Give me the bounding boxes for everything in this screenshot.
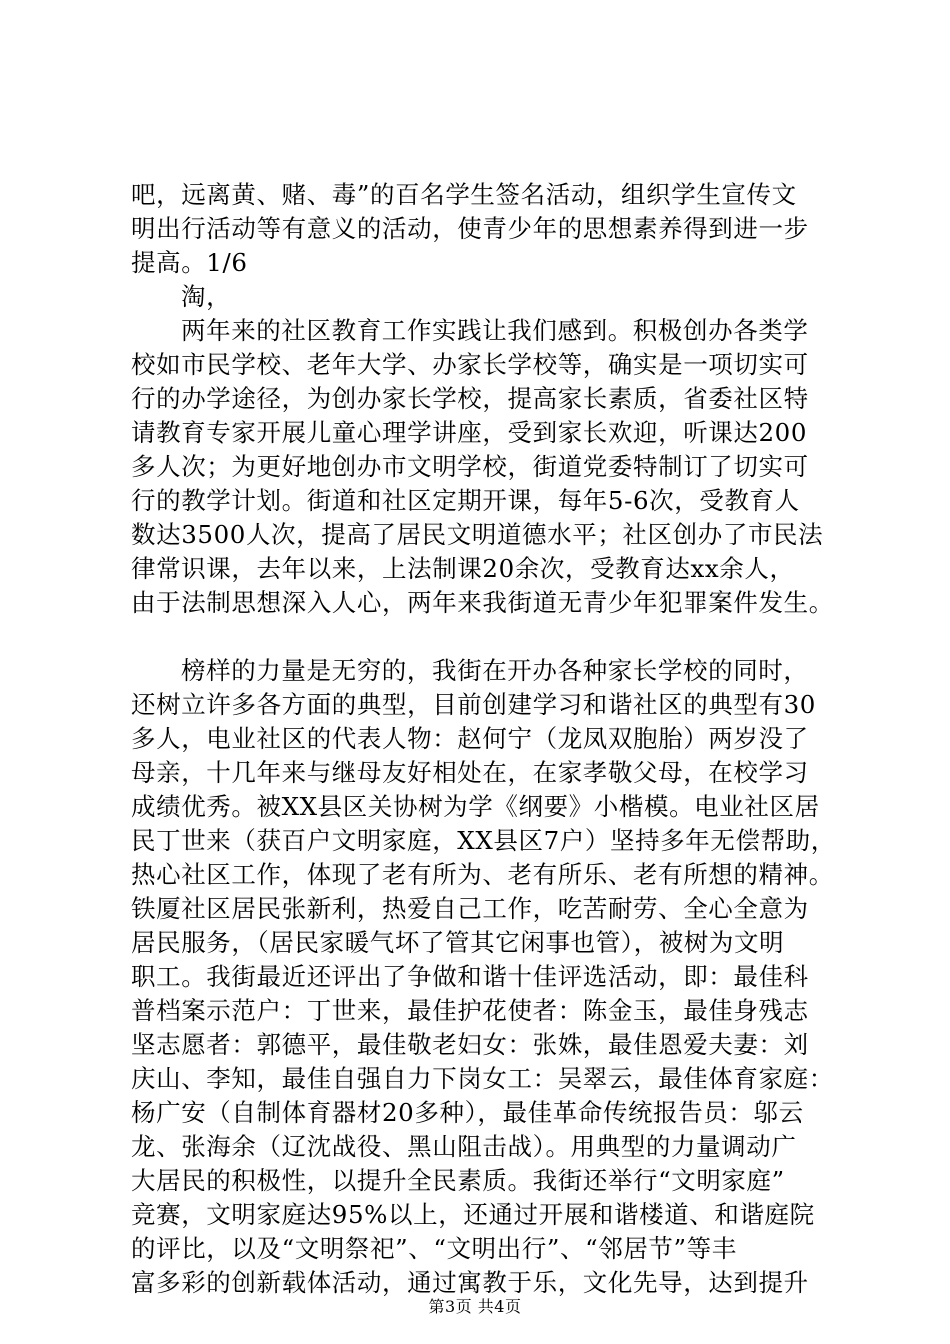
text-line: 庆山、李知，最佳自强自力下岗女工：吴翠云，最佳体育家庭：	[131, 1064, 834, 1093]
paragraph-start-line: 榜样的力量是无穷的，我街在开办各种家长学校的同时，	[181, 656, 809, 685]
text-line: 杨广安（自制体育器材20多种），最佳革命传统报告员：邬云	[131, 1098, 804, 1127]
text-line: 竞赛，文明家庭达95%以上，还通过开展和谐楼道、和谐庭院	[131, 1200, 815, 1229]
text-line: 成绩优秀。被XX县区关协树为学《纲要》小楷模。电业社区居	[131, 792, 820, 821]
text-line: 大居民的积极性，以提升全民素质。我街还举行“文明家庭”	[131, 1166, 785, 1195]
text-line: 职工。我街最近还评出了争做和谐十佳评选活动，即：最佳科	[131, 962, 809, 991]
text-line: 普档案示范户：丁世来，最佳护花使者：陈金玉，最佳身残志	[131, 996, 809, 1025]
text-line: 提高。1/6	[131, 248, 248, 277]
paragraph-start-line: 两年来的社区教育工作实践让我们感到。积极创办各类学	[181, 316, 809, 345]
text-line: 多人次；为更好地创办市文明学校，街道党委特制订了切实可	[131, 452, 809, 481]
text-line: 居民服务，（居民家暖气坏了管其它闲事也管），被树为文明	[131, 928, 785, 957]
text-line: 行的教学计划。街道和社区定期开课，每年5-6次，受教育人	[131, 486, 800, 515]
text-line: 坚志愿者：郭德平，最佳敬老妇女：张姝，最佳恩爱夫妻：刘	[131, 1030, 809, 1059]
text-line: 龙、张海余（辽沈战役、黑山阻击战）。用典型的力量调动广	[131, 1132, 797, 1161]
text-line: 母亲，十几年来与继母友好相处在，在家孝敬父母，在校学习	[131, 758, 809, 787]
text-line: 民丁世来（获百户文明家庭，XX县区7户）坚持多年无偿帮助，	[131, 826, 836, 855]
text-line: 还树立许多各方面的典型，目前创建学习和谐社区的典型有30	[131, 690, 816, 719]
text-line: 多人，电业社区的代表人物：赵何宁（龙凤双胞胎）两岁没了	[131, 724, 809, 753]
text-line: 淘，	[181, 282, 232, 311]
text-line: 热心社区工作，体现了老有所为、老有所乐、老有所想的精神。	[131, 860, 834, 889]
text-line: 校如市民学校、老年大学、办家长学校等，确实是一项切实可	[131, 350, 809, 379]
page-footer: 第3页 共4页	[428, 1297, 522, 1316]
text-line: 吧，远离黄、赌、毒”的百名学生签名活动，组织学生宣传文	[131, 180, 797, 209]
text-line: 行的办学途径，为创办家长学校，提高家长素质，省委社区特	[131, 384, 809, 413]
text-line: 由于法制思想深入人心，两年来我街道无青少年犯罪案件发生。	[131, 588, 834, 617]
text-line: 数达3500人次，提高了居民文明道德水平；社区创办了市民法	[131, 520, 824, 549]
text-line: 富多彩的创新载体活动，通过寓教于乐，文化先导，达到提升	[131, 1268, 809, 1297]
text-line: 律常识课，去年以来，上法制课20余次，受教育达xx余人，	[131, 554, 795, 583]
text-line: 铁厦社区居民张新利，热爱自己工作，吃苦耐劳、全心全意为	[131, 894, 809, 923]
text-line: 明出行活动等有意义的活动，使青少年的思想素养得到进一步	[131, 214, 809, 243]
text-line: 请教育专家开展儿童心理学讲座，受到家长欢迎，听课达200	[131, 418, 808, 447]
text-line: 的评比，以及“文明祭祀”、“文明出行”、“邻居节”等丰	[131, 1234, 737, 1263]
